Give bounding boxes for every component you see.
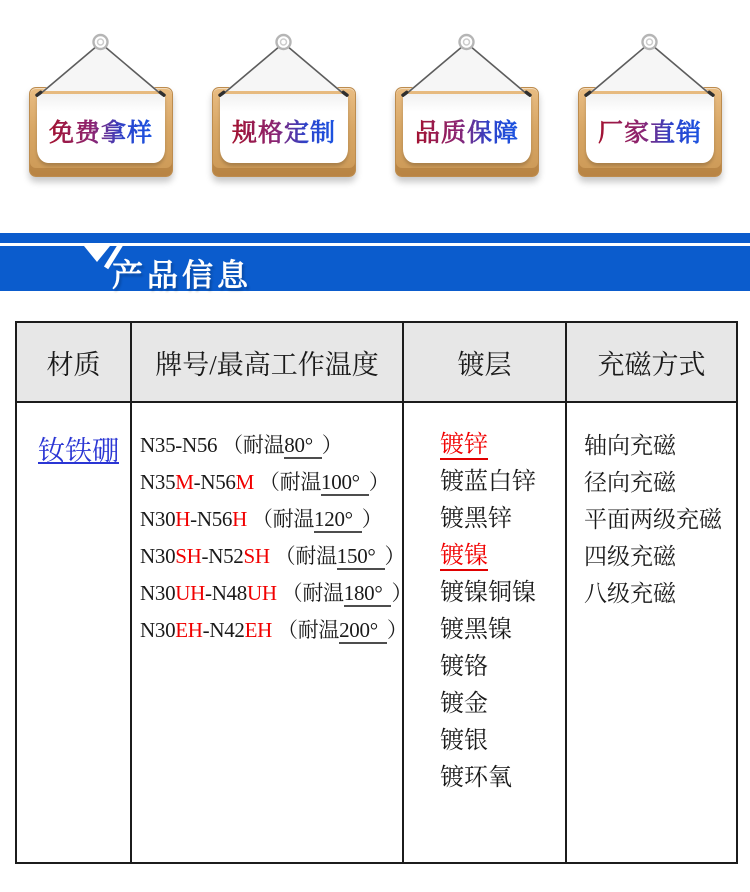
section-title: 产品信息: [112, 258, 252, 293]
sign-board: [395, 87, 539, 177]
col-header-coating: 镀层: [403, 322, 566, 402]
sign-quality-guarantee: [375, 30, 558, 195]
pin-icon: [707, 90, 715, 98]
grade-line: N35M-N56M （耐温100° ）: [140, 470, 390, 494]
cell-magnetizations: [566, 402, 737, 863]
sign-factory-direct: [558, 30, 741, 195]
magnetization-item: 径向充磁: [584, 470, 676, 495]
sign-panel: [586, 94, 714, 163]
sign-label: 免费拿样: [49, 113, 153, 149]
hanger-icon: [375, 30, 558, 100]
coating-item: 镀金: [440, 691, 488, 717]
magnetization-item: 轴向充磁: [584, 433, 676, 458]
grade-line: N30H-N56H （耐温120° ）: [140, 507, 383, 531]
coating-item: 镀黑锌: [440, 506, 512, 532]
coating-item: 镀镍: [440, 543, 488, 569]
table-header-row: [16, 322, 737, 402]
sign-board: [212, 87, 356, 177]
grade-line: N35-N56 （耐温80° ）: [140, 433, 343, 457]
section-banner: [0, 246, 750, 291]
pin-icon: [584, 90, 592, 98]
sign-panel: [37, 94, 165, 163]
cell-grades: [131, 402, 413, 863]
col-header-magnetization: 充磁方式: [566, 322, 737, 402]
pin-icon: [158, 90, 166, 98]
banner-top-stripe: [0, 233, 750, 243]
sign-custom-spec: [192, 30, 375, 195]
coating-item: 镀蓝白锌: [440, 469, 536, 495]
table-row: [16, 402, 737, 863]
col-header-material: 材质: [16, 322, 131, 402]
pin-icon: [341, 90, 349, 98]
sign-label: 规格定制: [232, 113, 336, 149]
magnetization-item: 平面两级充磁: [584, 507, 722, 532]
coating-item: 镀镍铜镍: [440, 580, 536, 606]
coating-item: 镀铬: [440, 654, 488, 680]
cell-coatings: [403, 402, 566, 863]
grade-line: N30EH-N42EH （耐温200° ）: [140, 618, 408, 642]
hanger-icon: [9, 30, 192, 100]
magnetization-item: 八级充磁: [584, 581, 676, 606]
magnetization-item: 四级充磁: [584, 544, 676, 569]
cell-material: [16, 402, 131, 863]
sign-panel: [403, 94, 531, 163]
hanger-icon: [558, 30, 741, 100]
pin-icon: [524, 90, 532, 98]
sign-label: 品质保障: [415, 113, 519, 149]
sign-board: [578, 87, 722, 177]
grade-line: N30SH-N52SH （耐温150° ）: [140, 544, 406, 568]
material-link[interactable]: 钕铁硼: [38, 436, 119, 466]
banner-triangle-icon: [84, 246, 110, 262]
grade-line: N30UH-N48UH （耐温180° ）: [140, 581, 413, 605]
sign-label: 厂家直销: [598, 113, 702, 149]
coating-item: 镀黑镍: [440, 617, 512, 643]
feature-signs-row: [9, 30, 741, 195]
coating-item: 镀环氧: [440, 765, 512, 791]
sign-board: [29, 87, 173, 177]
sign-free-sample: [9, 30, 192, 195]
pin-icon: [35, 90, 43, 98]
pin-icon: [401, 90, 409, 98]
col-header-grade-temp: 牌号/最高工作温度: [131, 322, 403, 402]
coating-item: 镀锌: [440, 432, 488, 458]
pin-icon: [218, 90, 226, 98]
sign-panel: [220, 94, 348, 163]
hanger-icon: [192, 30, 375, 100]
coating-item: 镀银: [440, 728, 488, 754]
product-info-table: [15, 321, 738, 864]
